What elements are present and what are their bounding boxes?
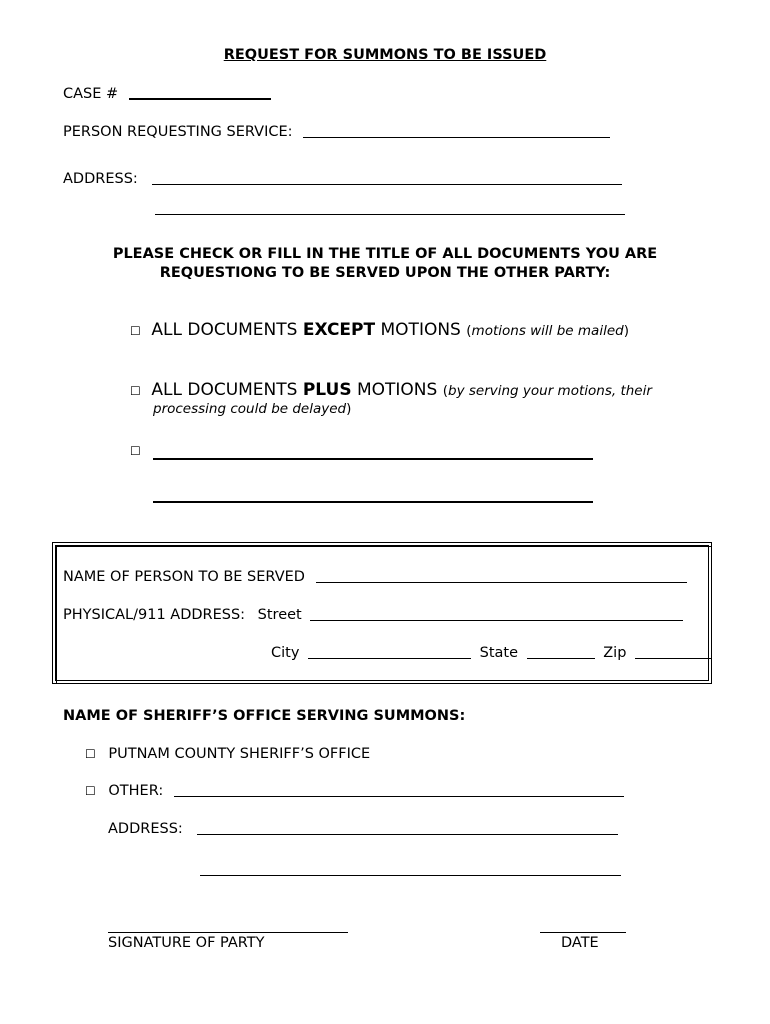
city-state-zip-row xyxy=(271,645,711,661)
street-field[interactable] xyxy=(310,620,683,621)
sheriff-address-row xyxy=(108,821,618,837)
physical-address-label: PHYSICAL/911 ADDRESS: xyxy=(63,607,246,623)
option-except-note-close: ) xyxy=(623,323,629,339)
option-except-note: motions will be mailed xyxy=(471,323,624,339)
option-except-motions xyxy=(130,320,629,340)
checkbox-icon[interactable]: ☐ xyxy=(85,747,96,761)
form-title: REQUEST FOR SUMMONS TO BE ISSUED xyxy=(223,47,547,63)
option-except-note-open: ( xyxy=(466,323,472,339)
signature-field[interactable] xyxy=(108,915,348,933)
zip-label: Zip xyxy=(603,645,627,661)
option-plus-emph: PLUS xyxy=(302,380,352,400)
custom-document-field-line2[interactable] xyxy=(153,485,593,503)
option-plus-note-line2: processing could be delayed xyxy=(153,401,347,417)
date-field[interactable] xyxy=(540,915,626,933)
sheriff-address-label: ADDRESS: xyxy=(108,821,183,837)
sheriff-putnam-row xyxy=(85,746,370,762)
sheriff-other-row xyxy=(85,783,624,799)
address-label: ADDRESS: xyxy=(63,171,138,187)
city-field[interactable] xyxy=(308,658,471,659)
signature-label: SIGNATURE OF PARTY xyxy=(108,935,265,951)
sheriff-address-field-line1[interactable] xyxy=(197,834,618,835)
zip-field[interactable] xyxy=(635,658,711,659)
option-plus-motions xyxy=(130,380,652,400)
case-number-label: CASE # xyxy=(63,86,119,102)
option-plus-note-continued xyxy=(153,401,351,417)
sheriff-address-field-line2[interactable] xyxy=(200,858,621,876)
state-label: State xyxy=(479,645,519,661)
person-requesting-field[interactable] xyxy=(303,137,610,138)
person-requesting-label: PERSON REQUESTING SERVICE: xyxy=(63,124,293,140)
custom-document-field-line1[interactable] xyxy=(153,442,593,460)
instructions-line1: PLEASE CHECK OR FILL IN THE TITLE OF ALL DOCUMENTS YOU ARE xyxy=(112,246,658,262)
address-field-line1[interactable] xyxy=(152,184,622,185)
option-plus-suffix: MOTIONS xyxy=(351,380,443,400)
option-except-prefix: ALL DOCUMENTS xyxy=(151,320,303,340)
city-label: City xyxy=(271,645,300,661)
served-name-field[interactable] xyxy=(316,582,687,583)
street-label: Street xyxy=(257,607,302,623)
instructions-line2: REQUESTIONG TO BE SERVED UPON THE OTHER PARTY: xyxy=(159,265,611,281)
sheriff-other-field[interactable] xyxy=(174,796,624,797)
served-name-row xyxy=(63,569,687,585)
sheriff-other-label: OTHER: xyxy=(108,783,164,799)
option-plus-note-open: ( xyxy=(442,383,449,399)
option-plus-note-line1: by serving your motions, their xyxy=(448,383,652,399)
checkbox-icon[interactable]: ☐ xyxy=(85,784,96,798)
physical-address-row xyxy=(63,607,683,623)
case-number-row xyxy=(63,86,271,102)
option-except-emph: EXCEPT xyxy=(302,320,376,340)
address-field-line2[interactable] xyxy=(155,197,625,215)
option-except-suffix: MOTIONS xyxy=(375,320,467,340)
option-plus-prefix: ALL DOCUMENTS xyxy=(151,380,303,400)
checkbox-icon[interactable]: ☐ xyxy=(130,324,141,338)
served-name-label: NAME OF PERSON TO BE SERVED xyxy=(63,569,305,585)
option-plus-note-close: ) xyxy=(346,401,352,417)
person-requesting-row xyxy=(63,124,610,140)
option-custom xyxy=(130,443,141,459)
case-number-field[interactable] xyxy=(129,98,271,100)
sheriff-heading: NAME OF SHERIFF’S OFFICE SERVING SUMMONS: xyxy=(63,708,466,724)
checkbox-icon[interactable]: ☐ xyxy=(130,384,141,398)
sheriff-putnam-label: PUTNAM COUNTY SHERIFF’S OFFICE xyxy=(108,746,371,762)
address-row xyxy=(63,171,622,187)
checkbox-icon[interactable]: ☐ xyxy=(130,444,141,458)
date-label: DATE xyxy=(561,935,599,951)
state-field[interactable] xyxy=(527,658,595,659)
